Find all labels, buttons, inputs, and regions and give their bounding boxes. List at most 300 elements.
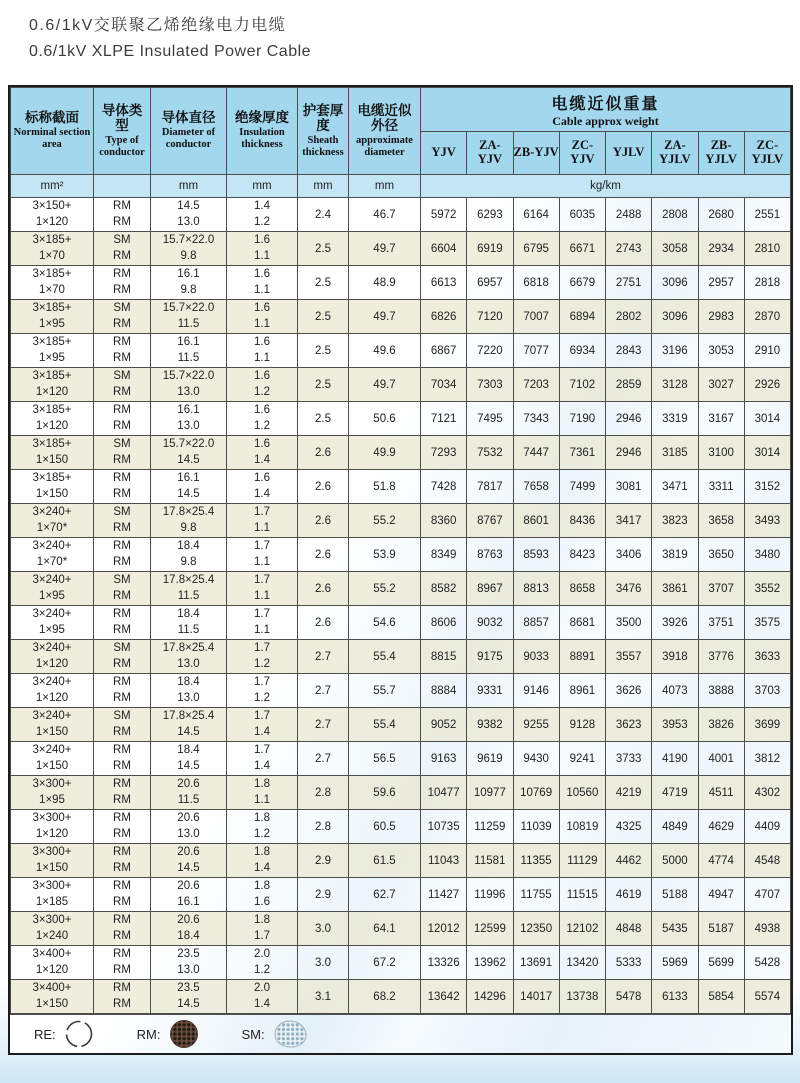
cell-conductor-diameter-line: 16.1 — [177, 336, 200, 348]
legend-label: RM: — [136, 1026, 161, 1042]
cell-conductor-diameter-line: 9.8 — [180, 555, 197, 568]
cell-conductor-type — [94, 640, 151, 674]
column-header-en: Type of conductor — [99, 134, 145, 158]
cell-weight-zb-yjv: 8601 — [513, 504, 559, 538]
cell-weight-yjlv: 3476 — [606, 572, 652, 606]
cell-weight-zb-yjlv: 3888 — [698, 674, 744, 708]
cell-conductor-type-line: RM — [113, 521, 131, 534]
cell-insulation-thickness-line: 1.7 — [254, 574, 270, 586]
cell-weight-za-yjlv: 3096 — [652, 266, 698, 300]
cell-conductor-type-line: RM — [113, 200, 131, 212]
cell-insulation-thickness — [227, 674, 298, 708]
cell-weight-yjv: 7293 — [421, 436, 467, 470]
table-row — [11, 640, 791, 674]
cell-weight-zb-yjv: 11755 — [513, 878, 559, 912]
cell-approx-diameter: 62.7 — [349, 878, 421, 912]
cell-nominal-section-line: 1×150 — [35, 861, 69, 874]
cell-nominal-section-line: 3×240+ — [32, 574, 72, 586]
cell-weight-zb-yjv: 8593 — [513, 538, 559, 572]
cell-conductor-type-line: RM — [113, 317, 131, 330]
cell-insulation-thickness — [227, 232, 298, 266]
cell-conductor-type-line: RM — [113, 555, 131, 568]
cell-weight-zc-yjv: 12102 — [559, 912, 605, 946]
subcolumn-header-zc-yjlv: ZC-YJLV — [744, 132, 790, 175]
cell-conductor-diameter-line: 11.5 — [177, 317, 200, 330]
cell-weight-za-yjv: 11996 — [467, 878, 513, 912]
table-row — [11, 776, 791, 810]
cell-sheath-thickness: 2.5 — [298, 266, 349, 300]
cell-weight-zb-yjlv: 4774 — [698, 844, 744, 878]
cell-conductor-diameter-line: 13.0 — [177, 691, 200, 704]
cell-weight-zb-yjlv: 3100 — [698, 436, 744, 470]
cell-weight-zc-yjv: 7190 — [559, 402, 605, 436]
table-header — [11, 88, 791, 198]
cell-approx-diameter: 48.9 — [349, 266, 421, 300]
cell-nominal-section-line: 3×300+ — [32, 846, 72, 858]
cell-nominal-section-line: 3×240+ — [32, 608, 72, 620]
cell-weight-zc-yjlv: 2551 — [744, 198, 790, 232]
cell-weight-za-yjv: 6293 — [467, 198, 513, 232]
cell-weight-za-yjlv: 4190 — [652, 742, 698, 776]
cell-insulation-thickness-line: 1.1 — [254, 317, 270, 330]
cell-weight-za-yjlv: 5435 — [652, 912, 698, 946]
cell-conductor-diameter-line: 18.4 — [177, 540, 200, 552]
cell-weight-za-yjv: 14296 — [467, 980, 513, 1014]
cell-nominal-section-line: 1×95 — [39, 317, 65, 330]
cell-nominal-section — [11, 538, 94, 572]
cell-insulation-thickness-line: 1.8 — [254, 846, 270, 858]
cell-weight-zc-yjv: 10560 — [559, 776, 605, 810]
cell-nominal-section — [11, 640, 94, 674]
cell-conductor-type-line: RM — [113, 997, 131, 1010]
cell-weight-zc-yjlv: 2926 — [744, 368, 790, 402]
cell-conductor-type-line: RM — [113, 623, 131, 636]
cell-sheath-thickness: 2.9 — [298, 844, 349, 878]
cell-conductor-type-line: RM — [113, 336, 131, 348]
cell-conductor-type — [94, 470, 151, 504]
cell-conductor-type — [94, 742, 151, 776]
table-row — [11, 878, 791, 912]
cell-nominal-section-line: 3×240+ — [32, 642, 72, 654]
cell-conductor-type-line: RM — [113, 963, 131, 976]
cell-conductor-diameter — [151, 538, 227, 572]
cell-conductor-diameter — [151, 810, 227, 844]
subcolumn-header-zb-yjv: ZB-YJV — [513, 132, 559, 175]
cell-insulation-thickness-line: 1.7 — [254, 540, 270, 552]
cell-weight-zc-yjv: 6035 — [559, 198, 605, 232]
cell-weight-za-yjlv: 3319 — [652, 402, 698, 436]
cell-insulation-thickness-line: 1.6 — [254, 472, 270, 484]
cell-insulation-thickness-line: 1.1 — [254, 283, 270, 296]
cell-insulation-thickness-line: 1.2 — [254, 657, 270, 670]
cell-conductor-diameter-line: 20.6 — [177, 914, 200, 926]
column-header-diameter-of-conductor — [151, 88, 227, 175]
cell-conductor-type-line: RM — [113, 759, 131, 772]
page-title-block — [0, 0, 800, 66]
cell-conductor-type-line: RM — [113, 929, 131, 942]
page-title-english: 0.6/1kV XLPE Insulated Power Cable — [29, 43, 312, 61]
cell-weight-za-yjlv: 3819 — [652, 538, 698, 572]
column-header-en: Diameter of conductor — [161, 127, 216, 150]
column-header-type-of-conductor — [94, 88, 151, 175]
cell-insulation-thickness — [227, 538, 298, 572]
cell-weight-yjv: 6867 — [421, 334, 467, 368]
table-row — [11, 334, 791, 368]
cell-insulation-thickness-line: 2.0 — [254, 982, 270, 994]
cell-weight-zc-yjlv: 4548 — [744, 844, 790, 878]
table-row — [11, 266, 791, 300]
cell-weight-zb-yjv: 6164 — [513, 198, 559, 232]
cell-nominal-section-line: 3×300+ — [32, 812, 72, 824]
cell-approx-diameter: 64.1 — [349, 912, 421, 946]
cell-weight-zc-yjlv: 5428 — [744, 946, 790, 980]
cell-insulation-thickness — [227, 198, 298, 232]
cell-conductor-diameter — [151, 606, 227, 640]
cell-nominal-section — [11, 742, 94, 776]
unit-cell-diameter-of-conductor: mm — [151, 175, 227, 198]
cell-weight-yjv: 9163 — [421, 742, 467, 776]
cell-insulation-thickness — [227, 946, 298, 980]
cell-weight-za-yjlv: 3861 — [652, 572, 698, 606]
cell-insulation-thickness-line: 1.6 — [254, 234, 270, 246]
column-group-header-cable-approx-weight — [421, 88, 791, 132]
cell-weight-yjlv: 2859 — [606, 368, 652, 402]
cell-nominal-section — [11, 844, 94, 878]
cell-weight-zb-yjv: 9146 — [513, 674, 559, 708]
cell-nominal-section — [11, 300, 94, 334]
cell-weight-zb-yjlv: 5854 — [698, 980, 744, 1014]
legend-item-sm — [242, 1018, 308, 1050]
cell-conductor-diameter — [151, 674, 227, 708]
table-row — [11, 912, 791, 946]
cell-conductor-type-line: RM — [113, 487, 131, 500]
cell-insulation-thickness — [227, 470, 298, 504]
cell-weight-yjlv: 2751 — [606, 266, 652, 300]
cell-weight-zc-yjlv: 5574 — [744, 980, 790, 1014]
table-row — [11, 606, 791, 640]
cell-approx-diameter: 55.4 — [349, 640, 421, 674]
cell-weight-za-yjv: 11259 — [467, 810, 513, 844]
subcolumn-header-yjv: YJV — [421, 132, 467, 175]
cell-nominal-section — [11, 878, 94, 912]
cell-conductor-type-line: RM — [113, 948, 131, 960]
cell-conductor-diameter-line: 15.7×22.0 — [162, 438, 215, 450]
cell-conductor-type-line: RM — [113, 914, 131, 926]
cell-weight-zb-yjlv: 3751 — [698, 606, 744, 640]
cell-insulation-thickness-line: 1.2 — [254, 385, 270, 398]
cell-weight-za-yjv: 9032 — [467, 606, 513, 640]
cell-insulation-thickness-line: 1.8 — [254, 812, 270, 824]
cell-conductor-diameter — [151, 334, 227, 368]
cell-sheath-thickness: 2.4 — [298, 198, 349, 232]
cell-approx-diameter: 55.2 — [349, 572, 421, 606]
cell-nominal-section-line: 1×120 — [35, 657, 69, 670]
cell-weight-zc-yjlv: 4409 — [744, 810, 790, 844]
cell-conductor-diameter — [151, 436, 227, 470]
cell-conductor-type — [94, 232, 151, 266]
cell-conductor-diameter — [151, 470, 227, 504]
subcolumn-header-za-yjv: ZA-YJV — [467, 132, 513, 175]
cell-weight-zb-yjlv: 4001 — [698, 742, 744, 776]
cell-insulation-thickness-line: 1.6 — [254, 268, 270, 280]
column-header-sheath-thickness — [298, 88, 349, 175]
cell-conductor-type-line: RM — [113, 215, 131, 228]
cell-weight-zb-yjv: 7077 — [513, 334, 559, 368]
cell-insulation-thickness-line: 1.4 — [254, 997, 270, 1010]
table-row — [11, 232, 791, 266]
cell-weight-zc-yjlv: 2810 — [744, 232, 790, 266]
cell-insulation-thickness — [227, 572, 298, 606]
cell-conductor-diameter — [151, 912, 227, 946]
cell-weight-za-yjv: 7532 — [467, 436, 513, 470]
cell-nominal-section-line: 3×300+ — [32, 914, 72, 926]
cell-weight-yjlv: 3500 — [606, 606, 652, 640]
column-header-en: approximate diameter — [356, 134, 413, 158]
cell-sheath-thickness: 2.8 — [298, 776, 349, 810]
cell-sheath-thickness: 2.5 — [298, 402, 349, 436]
header-row-units — [11, 175, 791, 198]
cell-conductor-type — [94, 980, 151, 1014]
cell-weight-za-yjlv: 3926 — [652, 606, 698, 640]
cell-nominal-section — [11, 810, 94, 844]
cell-nominal-section — [11, 674, 94, 708]
cell-weight-zc-yjlv: 4938 — [744, 912, 790, 946]
cell-nominal-section-line: 3×150+ — [32, 200, 72, 212]
cell-sheath-thickness: 2.7 — [298, 674, 349, 708]
cell-sheath-thickness: 2.7 — [298, 708, 349, 742]
cell-insulation-thickness-line: 1.6 — [254, 302, 270, 314]
cell-conductor-type-line: SM — [113, 710, 131, 722]
cell-insulation-thickness-line: 1.6 — [254, 438, 270, 450]
cell-conductor-type — [94, 402, 151, 436]
cell-conductor-diameter-line: 14.5 — [177, 200, 200, 212]
cell-weight-zb-yjlv: 5699 — [698, 946, 744, 980]
table-row — [11, 810, 791, 844]
cell-nominal-section-line: 3×300+ — [32, 880, 72, 892]
cell-nominal-section-line: 3×400+ — [32, 948, 72, 960]
cell-weight-zb-yjv: 7658 — [513, 470, 559, 504]
cell-conductor-diameter-line: 9.8 — [180, 283, 197, 296]
cell-nominal-section-line: 1×150 — [35, 487, 69, 500]
cell-conductor-diameter-line: 13.0 — [177, 385, 200, 398]
cell-nominal-section-line: 1×150 — [35, 725, 69, 738]
cell-sheath-thickness: 2.5 — [298, 368, 349, 402]
cell-weight-zb-yjlv: 4947 — [698, 878, 744, 912]
cell-weight-za-yjv: 7220 — [467, 334, 513, 368]
cell-weight-za-yjlv: 3823 — [652, 504, 698, 538]
cell-nominal-section-line: 3×240+ — [32, 540, 72, 552]
cell-conductor-type-line: SM — [113, 234, 131, 246]
cell-approx-diameter: 49.7 — [349, 368, 421, 402]
cell-sheath-thickness: 2.6 — [298, 606, 349, 640]
cell-insulation-thickness-line: 1.1 — [254, 249, 270, 262]
cell-conductor-diameter-line: 15.7×22.0 — [162, 234, 215, 246]
cell-conductor-type — [94, 368, 151, 402]
cell-weight-za-yjv: 10977 — [467, 776, 513, 810]
cell-weight-yjv: 7121 — [421, 402, 467, 436]
cell-nominal-section-line: 3×185+ — [32, 234, 72, 246]
cell-weight-zb-yjlv: 5187 — [698, 912, 744, 946]
cell-approx-diameter: 54.6 — [349, 606, 421, 640]
cell-conductor-diameter-line: 14.5 — [177, 725, 200, 738]
table-row — [11, 708, 791, 742]
cell-weight-zc-yjlv: 2910 — [744, 334, 790, 368]
table-body — [11, 198, 791, 1014]
cell-weight-za-yjlv: 3196 — [652, 334, 698, 368]
cell-weight-yjlv: 2802 — [606, 300, 652, 334]
cell-insulation-thickness — [227, 742, 298, 776]
cell-conductor-type-line: SM — [113, 370, 131, 382]
cell-sheath-thickness: 2.6 — [298, 538, 349, 572]
cell-nominal-section-line: 1×185 — [35, 895, 69, 908]
conductor-type-legend — [10, 1014, 791, 1053]
cell-conductor-type-line: SM — [113, 642, 131, 654]
cell-weight-zb-yjv: 7447 — [513, 436, 559, 470]
cell-conductor-type — [94, 946, 151, 980]
subcolumn-header-za-yjlv: ZA-YJLV — [652, 132, 698, 175]
cell-weight-za-yjlv: 4849 — [652, 810, 698, 844]
cell-weight-zc-yjv: 13738 — [559, 980, 605, 1014]
cell-weight-yjv: 8884 — [421, 674, 467, 708]
cell-weight-zc-yjlv: 4302 — [744, 776, 790, 810]
cell-weight-zb-yjlv: 4511 — [698, 776, 744, 810]
cell-nominal-section-line: 3×185+ — [32, 302, 72, 314]
cell-weight-yjv: 7034 — [421, 368, 467, 402]
cell-nominal-section-line: 1×150 — [35, 997, 69, 1010]
cell-nominal-section-line: 3×185+ — [32, 336, 72, 348]
cell-weight-za-yjlv: 5969 — [652, 946, 698, 980]
cell-weight-za-yjv: 6919 — [467, 232, 513, 266]
cell-conductor-type-line: SM — [113, 438, 131, 450]
cell-nominal-section — [11, 198, 94, 232]
cell-conductor-diameter — [151, 266, 227, 300]
column-header-zh: 标称截面 — [25, 110, 79, 126]
cell-weight-yjv: 8815 — [421, 640, 467, 674]
cell-weight-zc-yjlv: 3480 — [744, 538, 790, 572]
cell-weight-yjv: 7428 — [421, 470, 467, 504]
table-row — [11, 436, 791, 470]
cell-insulation-thickness-line: 1.2 — [254, 215, 270, 228]
cell-conductor-type — [94, 674, 151, 708]
cell-nominal-section-line: 1×150 — [35, 453, 69, 466]
table-row — [11, 538, 791, 572]
cell-nominal-section — [11, 368, 94, 402]
cell-insulation-thickness — [227, 708, 298, 742]
cell-conductor-type-line: RM — [113, 861, 131, 874]
cell-conductor-diameter — [151, 640, 227, 674]
cell-nominal-section-line: 1×120 — [35, 963, 69, 976]
cell-nominal-section-line: 3×400+ — [32, 982, 72, 994]
cell-weight-zc-yjlv: 3575 — [744, 606, 790, 640]
cell-weight-yjlv: 2946 — [606, 402, 652, 436]
cell-insulation-thickness — [227, 606, 298, 640]
cell-weight-za-yjlv: 3471 — [652, 470, 698, 504]
cell-weight-zb-yjlv: 4629 — [698, 810, 744, 844]
cell-insulation-thickness — [227, 810, 298, 844]
cell-weight-za-yjv: 7120 — [467, 300, 513, 334]
cell-insulation-thickness-line: 1.1 — [254, 589, 270, 602]
cell-insulation-thickness — [227, 266, 298, 300]
cell-insulation-thickness — [227, 980, 298, 1014]
cell-weight-za-yjlv: 4719 — [652, 776, 698, 810]
table-row — [11, 470, 791, 504]
cell-conductor-type-line: RM — [113, 880, 131, 892]
cell-weight-za-yjlv: 5188 — [652, 878, 698, 912]
cell-weight-zb-yjlv: 3776 — [698, 640, 744, 674]
cell-weight-yjv: 10477 — [421, 776, 467, 810]
cell-conductor-type-line: RM — [113, 608, 131, 620]
cell-weight-zb-yjv: 7007 — [513, 300, 559, 334]
cell-conductor-type-line: RM — [113, 691, 131, 704]
cell-conductor-type-line: RM — [113, 385, 131, 398]
cell-weight-yjlv: 4325 — [606, 810, 652, 844]
cell-weight-zb-yjv: 9255 — [513, 708, 559, 742]
cell-approx-diameter: 51.8 — [349, 470, 421, 504]
cell-weight-zc-yjlv: 2870 — [744, 300, 790, 334]
cell-weight-yjlv: 2488 — [606, 198, 652, 232]
cell-sheath-thickness: 2.7 — [298, 742, 349, 776]
cell-nominal-section-line: 3×240+ — [32, 506, 72, 518]
cell-weight-zc-yjv: 11129 — [559, 844, 605, 878]
cell-insulation-thickness — [227, 334, 298, 368]
cell-weight-zb-yjv: 8857 — [513, 606, 559, 640]
cell-insulation-thickness-line: 1.4 — [254, 453, 270, 466]
cell-conductor-type-line: RM — [113, 812, 131, 824]
cell-conductor-type-line: RM — [113, 268, 131, 280]
unit-cell-sheath-thickness: mm — [298, 175, 349, 198]
cell-weight-zc-yjlv: 3699 — [744, 708, 790, 742]
cell-conductor-diameter-line: 13.0 — [177, 963, 200, 976]
cell-conductor-type-line: RM — [113, 540, 131, 552]
cell-conductor-diameter — [151, 300, 227, 334]
cell-approx-diameter: 56.5 — [349, 742, 421, 776]
cell-weight-zc-yjv: 6894 — [559, 300, 605, 334]
cell-weight-zc-yjlv: 2818 — [744, 266, 790, 300]
cell-conductor-type — [94, 810, 151, 844]
cell-weight-zc-yjv: 7361 — [559, 436, 605, 470]
cell-conductor-diameter-line: 16.1 — [177, 404, 200, 416]
cell-weight-zc-yjv: 8436 — [559, 504, 605, 538]
cell-conductor-diameter-line: 11.5 — [177, 793, 200, 806]
cell-conductor-type — [94, 708, 151, 742]
cell-approx-diameter: 49.6 — [349, 334, 421, 368]
cell-nominal-section — [11, 912, 94, 946]
cell-sheath-thickness: 2.9 — [298, 878, 349, 912]
cell-nominal-section-line: 3×240+ — [32, 710, 72, 722]
cell-conductor-diameter-line: 14.5 — [177, 759, 200, 772]
cell-weight-za-yjlv: 6133 — [652, 980, 698, 1014]
column-header-en: Insulation thickness — [239, 127, 285, 150]
cell-sheath-thickness: 2.6 — [298, 436, 349, 470]
cell-nominal-section — [11, 232, 94, 266]
column-header-norminal-section-area — [11, 88, 94, 175]
cell-weight-zc-yjv: 6679 — [559, 266, 605, 300]
cell-insulation-thickness-line: 1.6 — [254, 895, 270, 908]
cell-weight-zc-yjv: 8961 — [559, 674, 605, 708]
cell-approx-diameter: 55.4 — [349, 708, 421, 742]
cell-nominal-section-line: 1×95 — [39, 623, 65, 636]
cell-weight-yjv: 11043 — [421, 844, 467, 878]
cell-conductor-type-line: RM — [113, 827, 131, 840]
cell-weight-yjlv: 4848 — [606, 912, 652, 946]
cell-insulation-thickness-line: 1.4 — [254, 861, 270, 874]
cell-insulation-thickness-line: 1.7 — [254, 929, 270, 942]
cell-approx-diameter: 60.5 — [349, 810, 421, 844]
cell-weight-yjlv: 4462 — [606, 844, 652, 878]
cell-sheath-thickness: 2.6 — [298, 504, 349, 538]
unit-cell-norminal-section-area: mm² — [11, 175, 94, 198]
cell-weight-za-yjv: 12599 — [467, 912, 513, 946]
